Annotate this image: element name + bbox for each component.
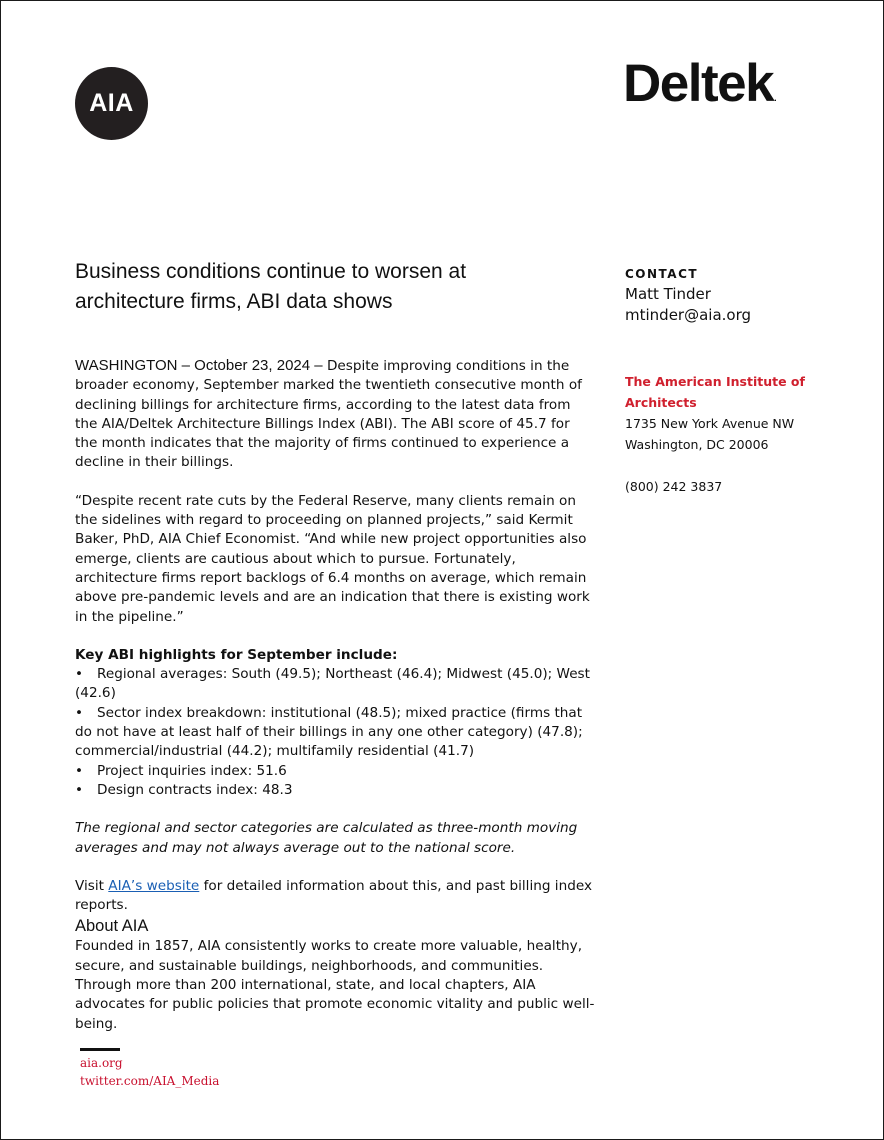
highlight-item: • Design contracts index: 48.3 (75, 781, 595, 800)
intro-text: Despite improving conditions in the broader economy, September marked the twentieth consecutive month of declining billings for architecture firms, according to the latest data from the AIA/Deltek Architecture Billings Index (ABI). The ABI score of 45.7 for the month indicates that the majority of firms continued to experience a decline in their billings. (75, 358, 582, 471)
phone-number: (800) 242 3837 (625, 479, 723, 494)
headline: Business conditions continue to worsen at architecture firms, ABI data shows (75, 260, 467, 313)
deltek-logo (623, 53, 777, 114)
aia-logo-text: AIA (89, 89, 134, 117)
organization-block (625, 371, 845, 455)
deltek-logo-text: Deltek (623, 54, 774, 113)
footer-twitter-link[interactable]: twitter.com/AIA_Media (80, 1074, 220, 1088)
bullet-icon: • (75, 781, 84, 798)
highlights-heading: Key ABI highlights for September include: (75, 646, 398, 663)
about-text: Founded in 1857, AIA consistently works to create more valuable, healthy, secure, and sustainable buildings, neighborhoods, and communities. Through more than 200 international, state, and local chapters, AIA advocates for public policies that promote economic vitality and public well-being. (75, 938, 595, 1032)
bullet-icon: • (75, 666, 84, 683)
about-heading: About AIA (75, 917, 149, 936)
contact-label: CONTACT (625, 267, 699, 281)
aia-website-link[interactable]: AIA’s website (108, 877, 200, 894)
footer-links (80, 1054, 219, 1090)
deltek-registered-mark: . (774, 93, 777, 103)
address-line-2: Washington, DC 20006 (625, 437, 769, 452)
highlight-item: • Regional averages: South (49.5); Northeast (46.4); Midwest (45.0); West (42.6) (75, 666, 590, 702)
dateline: WASHINGTON – October 23, 2024 – (75, 357, 323, 374)
footer-site-link[interactable]: aia.org (80, 1056, 123, 1070)
bullet-icon: • (75, 762, 84, 779)
contact-sidebar (625, 264, 845, 497)
bullet-icon: • (75, 704, 84, 721)
highlight-item: • Project inquiries index: 51.6 (75, 762, 595, 781)
aia-logo (75, 67, 148, 140)
methodology-note: The regional and sector categories are calculated as three-month moving averages and may not always average out to the national score. (75, 820, 578, 856)
visit-paragraph: Visit AIA’s website for detailed information about this, and past billing index reports. (75, 877, 592, 914)
organization-name: The American Institute of Architects (625, 374, 805, 410)
intro-paragraph (75, 356, 595, 473)
quote-paragraph: “Despite recent rate cuts by the Federal Reserve, many clients remain on the sidelines with regard to proceeding on planned projects,” said Kermit Baker, PhD, AIA Chief Economist. “And while new project opportunities also emerge, clients are cautious about which to pursue. Fortunately, architecture firms report backlogs of 6.4 months on average, which remain above pre-pandemic levels and are an indication that there is existing work in the pipeline.” (75, 492, 590, 625)
contact-name: Matt Tinder (625, 285, 711, 303)
article-body (75, 356, 595, 1034)
address-line-1: 1735 New York Avenue NW (625, 416, 795, 431)
contact-email[interactable]: mtinder@aia.org (625, 306, 752, 324)
highlight-item: • Sector index breakdown: institutional (48.5); mixed practice (firms that do not have at least half of their billings in any one other category) (47.8); commercial/industrial (44.2); multifamily residential (41.7) (75, 704, 583, 760)
footer-divider (80, 1048, 120, 1051)
